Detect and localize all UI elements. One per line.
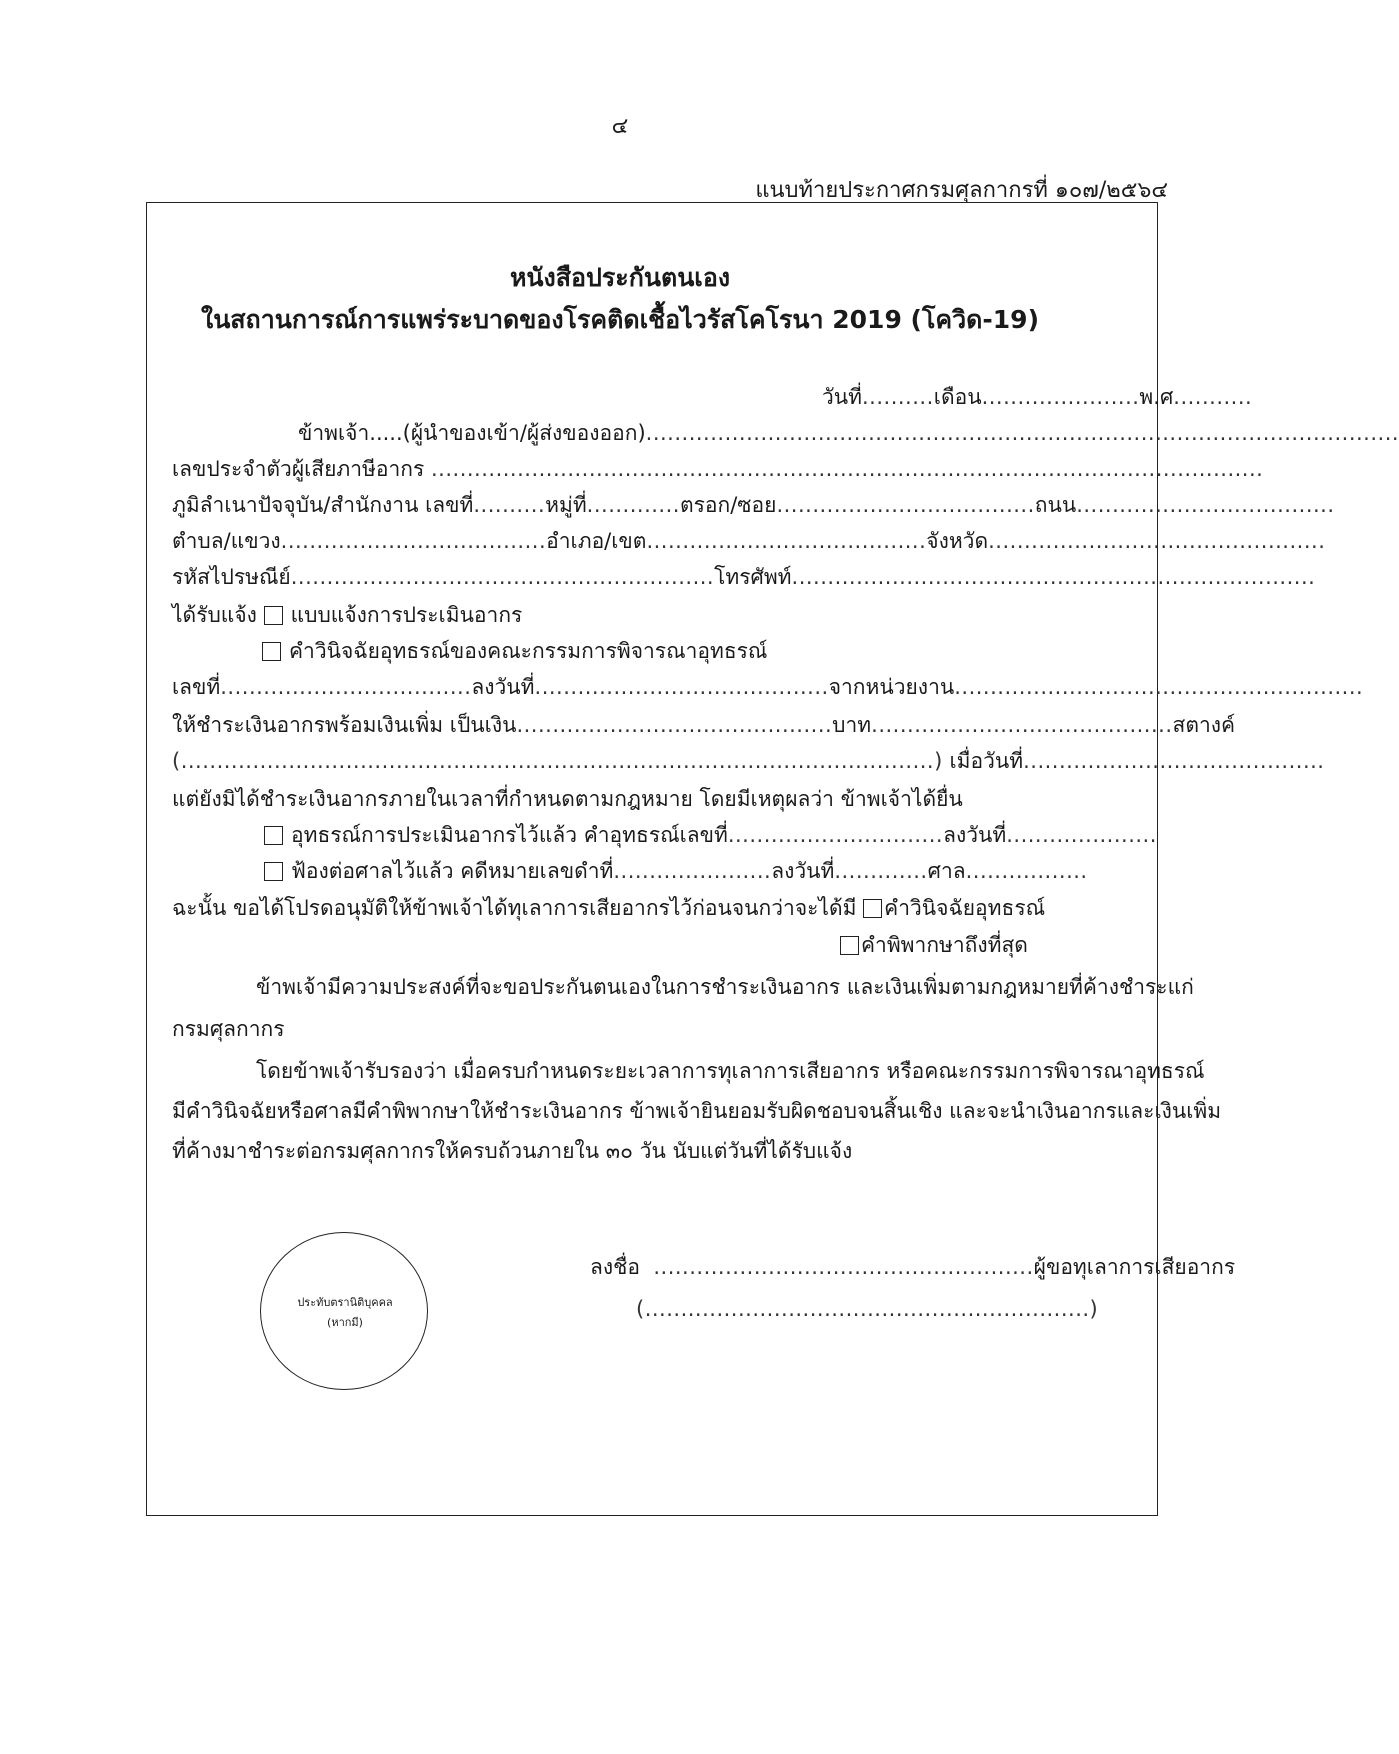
agency-label: จากหน่วยงาน [828, 675, 955, 699]
name-line [298, 418, 1399, 448]
certify-paragraph-line-2: มีคำวินิจฉัยหรือศาลมีคำพิพากษาให้ชำระเงินอากร ข้าพเจ้ายินยอมรับผิดชอบจนสิ้นเชิง และจะนำเงินอากรและเงินเพิ่ม [172, 1099, 1222, 1123]
payment-amount-field[interactable]: ............................................ [516, 713, 833, 737]
appeal-decision-label: คำวินิจฉัยอุทธรณ์ของคณะกรรมการพิจารณาอุทธรณ์ [289, 639, 768, 663]
name-label: ข้าพเจ้า.....(ผู้นำของเข้า/ผู้ส่งของออก) [298, 421, 646, 445]
appeal-checkbox[interactable] [264, 826, 283, 845]
lawsuit-checkbox[interactable] [264, 862, 283, 881]
payment-line [172, 710, 1235, 740]
district-label: อำเภอ/เขต [546, 529, 647, 553]
address-label: ภูมิลำเนาปัจจุบัน/สำนักงาน เลขที่ [172, 493, 474, 517]
court-label: ศาล [927, 859, 966, 883]
signature-field[interactable]: ..................................................... [653, 1255, 1034, 1279]
moo-field[interactable]: ............. [586, 493, 680, 517]
appeal-decision-checkbox[interactable] [262, 642, 281, 661]
day-field[interactable]: .......... [862, 385, 934, 409]
postcode-line [172, 562, 1315, 592]
soi-label: ตรอก/ซอย [679, 493, 777, 517]
doc-no-field[interactable]: ................................... [220, 675, 472, 699]
province-field[interactable]: ............................................... [988, 529, 1326, 553]
phone-label: โทรศัพท์ [714, 565, 792, 589]
company-seal-area [260, 1232, 428, 1390]
until-appeal-decision-label: คำวินิจฉัยอุทธรณ์ [884, 896, 1046, 920]
month-label: เดือน [933, 385, 982, 409]
name-field[interactable]: ......................................................................................................... [645, 421, 1399, 445]
appeal-dated-label: ลงวันที่ [943, 823, 1007, 847]
final-judgment-checkbox[interactable] [840, 936, 859, 955]
amount-words-line [172, 746, 1324, 776]
appeal-dated-field[interactable]: ..................... [1006, 823, 1157, 847]
appeal-line [264, 820, 1157, 850]
phone-field[interactable]: ......................................................................... [791, 565, 1316, 589]
reason-intro: แต่ยังมิได้ชำระเงินอากรภายในเวลาที่กำหนดตามกฎหมาย โดยมีเหตุผลว่า ข้าพเจ้าได้ยื่น [172, 787, 963, 811]
until-appeal-decision-checkbox[interactable] [863, 899, 882, 918]
notified-line [172, 600, 522, 630]
signature-line [590, 1252, 1235, 1282]
final-judgment-line [840, 930, 1028, 960]
notified-label: ได้รับแจ้ง [172, 603, 257, 627]
satang-field[interactable]: .......................................... [871, 713, 1173, 737]
postcode-label: รหัสไปรษณีย์ [172, 565, 291, 589]
month-field[interactable]: ...................... [981, 385, 1140, 409]
tax-id-field[interactable]: .................................................................................................................... [431, 457, 1264, 481]
address-line-1 [172, 490, 1335, 520]
form-subtitle: ในสถานการณ์การแพร่ระบาดของโรคติดเชื้อไวรัสโคโรนา 2019 (โควิด-19) [201, 305, 1039, 334]
address-line-2 [172, 526, 1325, 556]
lawsuit-dated-field[interactable]: ............. [834, 859, 928, 883]
appeal-no-field[interactable]: .............................. [727, 823, 944, 847]
house-no-field[interactable]: .......... [473, 493, 546, 517]
postcode-field[interactable]: ........................................................... [290, 565, 715, 589]
year-field[interactable]: ........... [1173, 385, 1253, 409]
page-number: ๔ [611, 114, 629, 139]
appeal-option-label: อุทธรณ์การประเมินอากรไว้แล้ว คำอุทธรณ์เลขที่ [291, 823, 728, 847]
seal-note: (หากมี) [327, 1316, 363, 1329]
province-label: จังหวัด [926, 529, 989, 553]
intent-paragraph-line-1: ข้าพเจ้ามีความประสงค์ที่จะขอประกันตนเองในการชำระเงินอากร และเงินเพิ่มตามกฎหมายที่ค้างชำระแก่ [256, 975, 1194, 999]
lawsuit-dated-label: ลงวันที่ [771, 859, 835, 883]
tax-id-line [172, 454, 1263, 484]
on-date-field[interactable]: .......................................... [1023, 749, 1325, 773]
day-label: วันที่ [822, 385, 862, 409]
subdistrict-label: ตำบล/แขวง [172, 529, 281, 553]
year-label: พ.ศ [1139, 385, 1174, 409]
certify-paragraph-line-3: ที่ค้างมาชำระต่อกรมศุลกากรให้ครบถ้วนภายใน ๓๐ วัน นับแต่วันที่ได้รับแจ้ง [172, 1139, 853, 1163]
date-line [822, 382, 1252, 412]
subdistrict-field[interactable]: ..................................... [280, 529, 547, 553]
form-title: หนังสือประกันตนเอง [509, 263, 731, 292]
annex-reference: แนบท้ายประกาศกรมศุลกากรที่ ๑๐๗/๒๕๖๔ [755, 178, 1168, 203]
lawsuit-line [264, 856, 1088, 886]
request-text: ฉะนั้น ขอได้โปรดอนุมัติให้ข้าพเจ้าได้ทุเลาการเสียอากรไว้ก่อนจนกว่าจะได้มี [172, 896, 857, 920]
appeal-decision-line [262, 636, 767, 666]
request-line [172, 893, 1045, 923]
moo-label: หมู่ที่ [545, 493, 587, 517]
seal-label: ประทับตรานิติบุคคล [297, 1296, 393, 1309]
assessment-notice-label: แบบแจ้งการประเมินอากร [290, 603, 523, 627]
signer-name-field[interactable]: (..............................................................) [636, 1297, 1099, 1321]
case-no-field[interactable]: ...................... [613, 859, 772, 883]
assessment-notice-checkbox[interactable] [264, 606, 283, 625]
on-date-label: เมื่อวันที่ [949, 749, 1024, 773]
reason-line [172, 784, 963, 814]
dated-label: ลงวันที่ [471, 675, 535, 699]
lawsuit-option-label: ฟ้องต่อศาลไว้แล้ว คดีหมายเลขดำที่ [291, 859, 614, 883]
doc-no-label: เลขที่ [172, 675, 221, 699]
road-label: ถนน [1034, 493, 1077, 517]
tax-id-label: เลขประจำตัวผู้เสียภาษีอากร [172, 457, 425, 481]
satang-label: สตางค์ [1172, 713, 1236, 737]
payment-label: ให้ชำระเงินอากรพร้อมเงินเพิ่ม เป็นเงิน [172, 713, 517, 737]
certify-paragraph-line-1: โดยข้าพเจ้ารับรองว่า เมื่อครบกำหนดระยะเวลาการทุเลาการเสียอากร หรือคณะกรรมการพิจารณาอุทธรณ์ [256, 1059, 1205, 1083]
road-field[interactable]: .................................... [1076, 493, 1335, 517]
final-judgment-label: คำพิพากษาถึงที่สุด [861, 933, 1028, 957]
district-field[interactable]: ....................................... [646, 529, 927, 553]
baht-label: บาท [832, 713, 872, 737]
signer-name-line [636, 1294, 1098, 1324]
intent-paragraph-line-2: กรมศุลกากร [172, 1017, 285, 1041]
sign-label: ลงชื่อ [590, 1255, 640, 1279]
agency-field[interactable]: ......................................................... [954, 675, 1364, 699]
amount-words-field[interactable]: (.........................................................................................................) [172, 749, 943, 773]
doc-no-line [172, 672, 1363, 702]
soi-field[interactable]: .................................... [776, 493, 1035, 517]
dated-field[interactable]: ......................................... [534, 675, 829, 699]
signer-role: ผู้ขอทุเลาการเสียอากร [1033, 1255, 1236, 1279]
court-field[interactable]: ................. [965, 859, 1088, 883]
